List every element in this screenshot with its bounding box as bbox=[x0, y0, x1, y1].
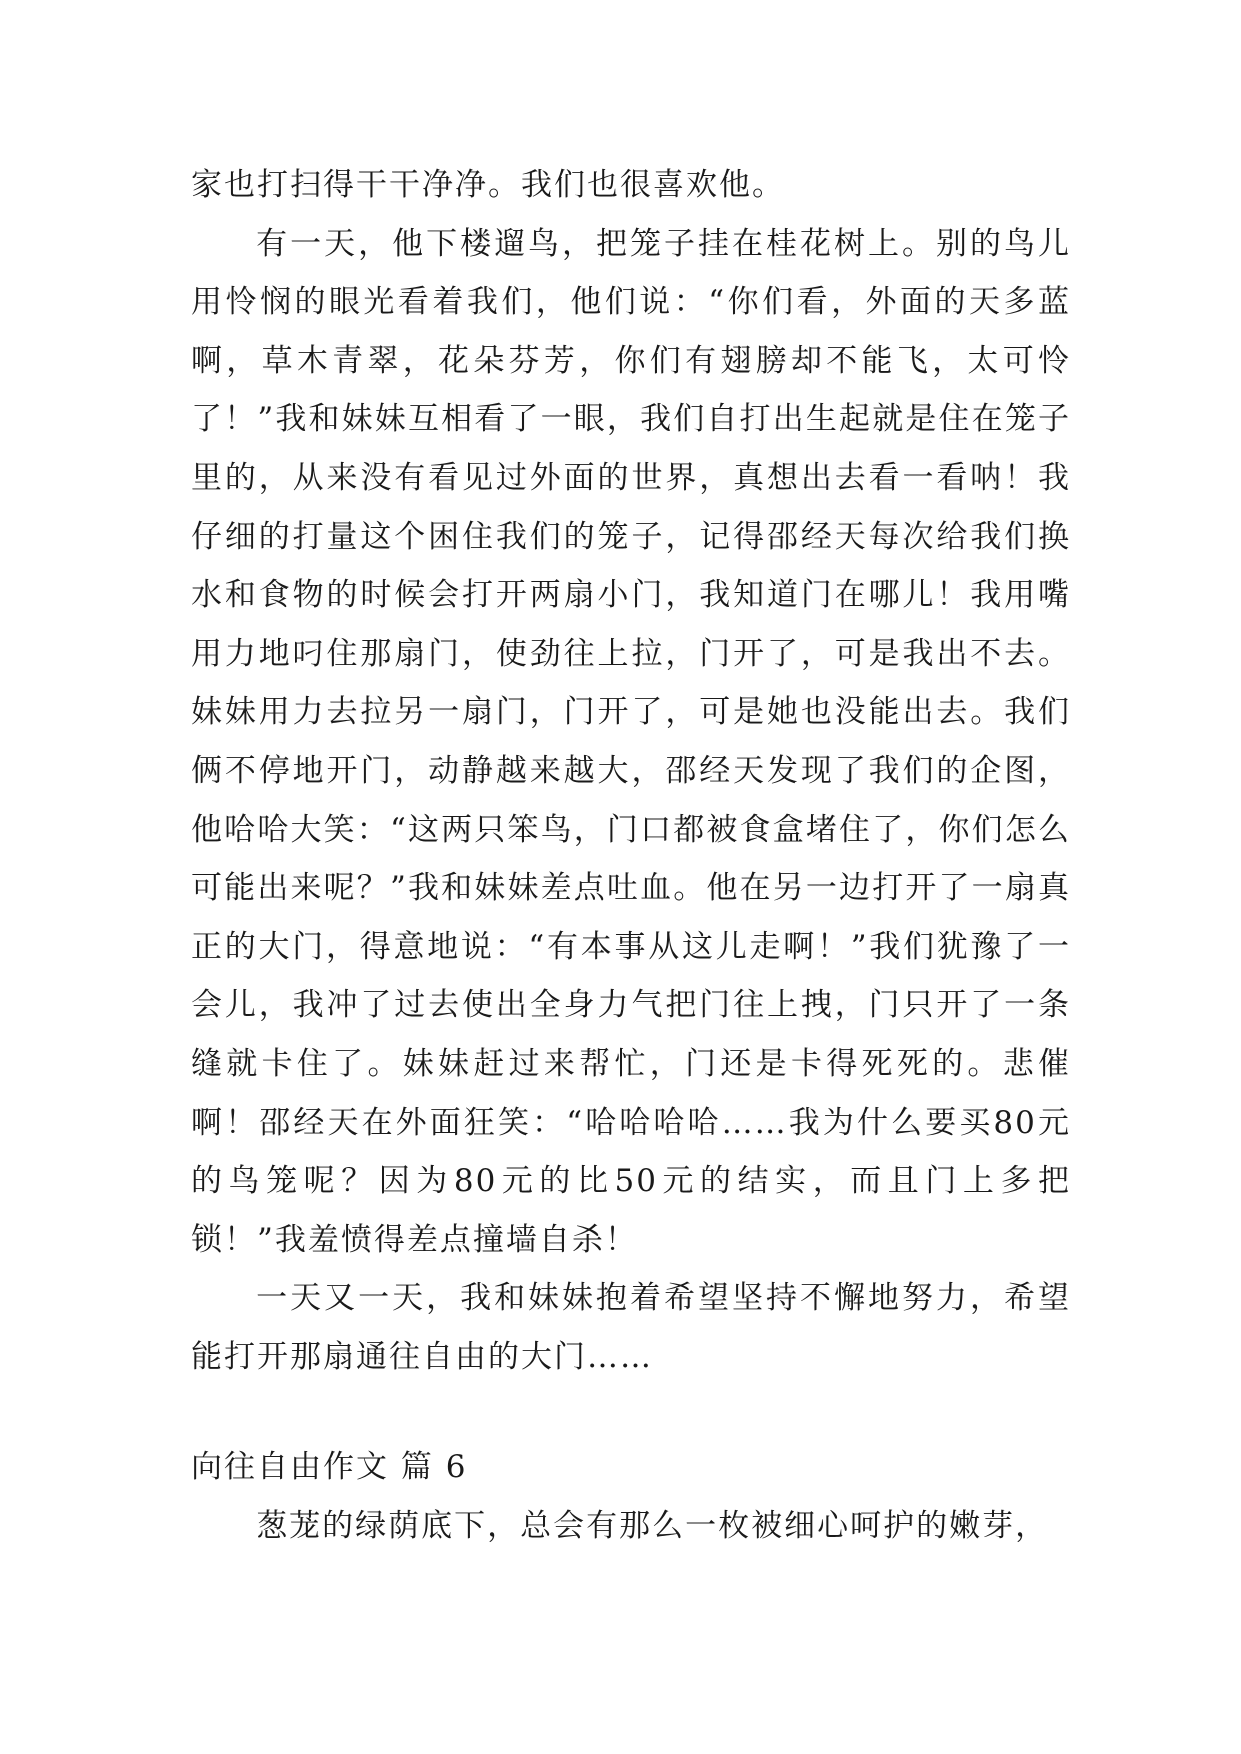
document-body bbox=[191, 156, 1071, 1556]
section-gap bbox=[191, 1386, 1071, 1438]
paragraph-continuation: 家也打扫得干干净净。我们也很喜欢他。 bbox=[191, 167, 785, 203]
paragraph-section-6-opening: 葱茏的绿荫底下，总会有那么一枚被细心呵护的嫩芽， bbox=[256, 1508, 1049, 1545]
section-heading: 向往自由作文 篇 6 bbox=[191, 1449, 468, 1486]
paragraph-bird-cage-story: 有一天，他下楼遛鸟，把笼子挂在桂花树上。别的鸟儿用怜悯的眼光看着我们，他们说：“你们看，外面的天多蓝啊，草木青翠，花朵芬芳，你们有翅膀却不能飞，太可怜了！”我和妹妹互相看了一眼，我们自打出生起就是住在笼子里的，从来没有看见过外面的世界，真想出去看一看呐！我仔细的打量这个困住我们的笼子，记得邵经天每次给我们换水和食物的时候会打开两扇小门，我知道门在哪儿！我用嘴用力地叼住那扇门，使劲往上拉，门开了，可是我出不去。妹妹用力去拉另一扇门，门开了，可是她也没能出去。我们俩不停地开门，动静越来越大，邵经天发现了我们的企图，他哈哈大笑：“这两只笨鸟，门口都被食盒堵住了，你们怎么可能出来呢？”我和妹妹差点吐血。他在另一边打开了一扇真正的大门，得意地说：“有本事从这儿走啊！”我们犹豫了一会儿，我冲了过去使出全身力气把门往上拽，门只开了一条缝就卡住了。妹妹赶过来帮忙，门还是卡得死死的。悲催啊！邵经天在外面狂笑：“哈哈哈哈……我为什么要买80元的鸟笼呢？因为80元的比50元的结实，而且门上多把锁！”我羞愤得差点撞墙自杀！ bbox=[191, 225, 1071, 1258]
paragraph-day-after-day: 一天又一天，我和妹妹抱着希望坚持不懈地努力，希望能打开那扇通往自由的大门…… bbox=[191, 1280, 1071, 1375]
